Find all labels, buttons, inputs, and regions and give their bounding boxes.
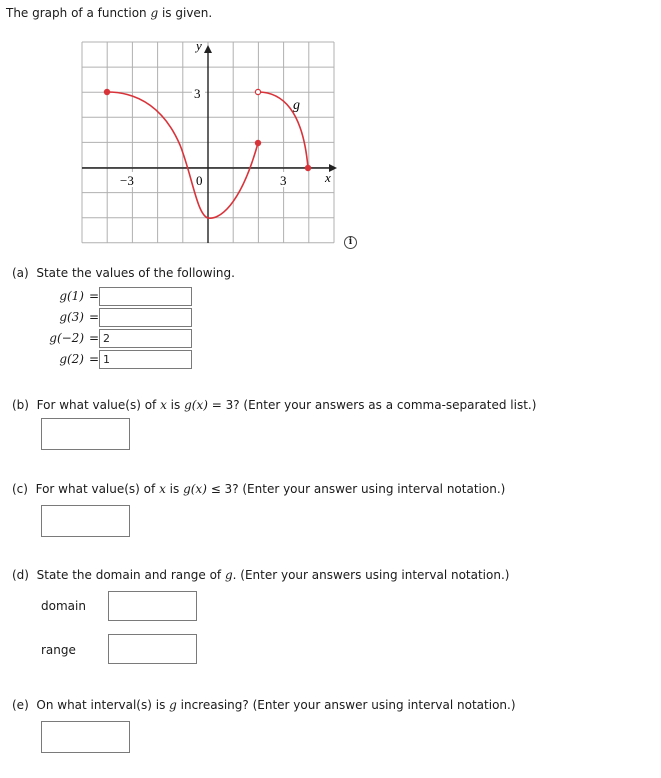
- range-input[interactable]: [108, 634, 197, 664]
- range-label: range: [41, 643, 76, 657]
- part-a-label-gneg2: g(−2): [49, 331, 84, 345]
- part-a-heading: (a) State the values of the following.: [12, 266, 235, 280]
- part-a-eq-g1: =: [89, 289, 100, 303]
- part-a-eq-g2: =: [89, 352, 100, 366]
- part-c-heading: (c) For what value(s) of x is g(x) ≤ 3? (Enter your answer using interval notation.): [12, 482, 506, 496]
- part-a-eq-gneg2: =: [89, 331, 100, 345]
- part-d-heading: (d) State the domain and range of g. (Enter your answers using interval notation.): [12, 568, 510, 582]
- open-point-jump-upper: [255, 89, 260, 94]
- intro-text: The graph of a function g is given.: [6, 6, 213, 20]
- y-axis-label: y: [196, 38, 202, 53]
- curve-label: g: [293, 98, 300, 113]
- domain-input[interactable]: [108, 591, 197, 621]
- part-a-eq-g3: =: [89, 310, 100, 324]
- tick-label-x3: 3: [280, 173, 287, 188]
- closed-point-right-end: [305, 165, 311, 171]
- function-graph: [0, 0, 661, 260]
- part-a-label-g2: g(2): [59, 352, 84, 366]
- tick-label-y3: 3: [194, 86, 201, 101]
- part-c-answer-input[interactable]: [41, 505, 130, 537]
- part-e-heading: (e) On what interval(s) is g increasing? (Enter your answer using interval notation.): [12, 698, 516, 712]
- g1-input[interactable]: [99, 287, 192, 306]
- part-a-label-g1: g(1): [59, 289, 84, 303]
- part-b-heading: (b) For what value(s) of x is g(x) = 3? (Enter your answers as a comma-separated list.): [12, 398, 537, 412]
- g3-input[interactable]: [99, 308, 192, 327]
- domain-label: domain: [41, 599, 86, 613]
- x-axis-label: x: [325, 170, 331, 185]
- part-a-label-g3: g(3): [59, 310, 84, 324]
- curve-right-piece: [258, 92, 308, 168]
- gneg2-input[interactable]: [99, 329, 192, 348]
- g2-input[interactable]: [99, 350, 192, 369]
- part-b-answer-input[interactable]: [41, 418, 130, 450]
- tick-label-origin: 0: [196, 173, 203, 188]
- closed-point-left-end: [104, 89, 110, 95]
- info-icon[interactable]: i: [344, 236, 357, 249]
- closed-point-jump-lower: [255, 140, 261, 146]
- part-e-answer-input[interactable]: [41, 721, 130, 753]
- tick-label-xneg3: −3: [120, 173, 134, 188]
